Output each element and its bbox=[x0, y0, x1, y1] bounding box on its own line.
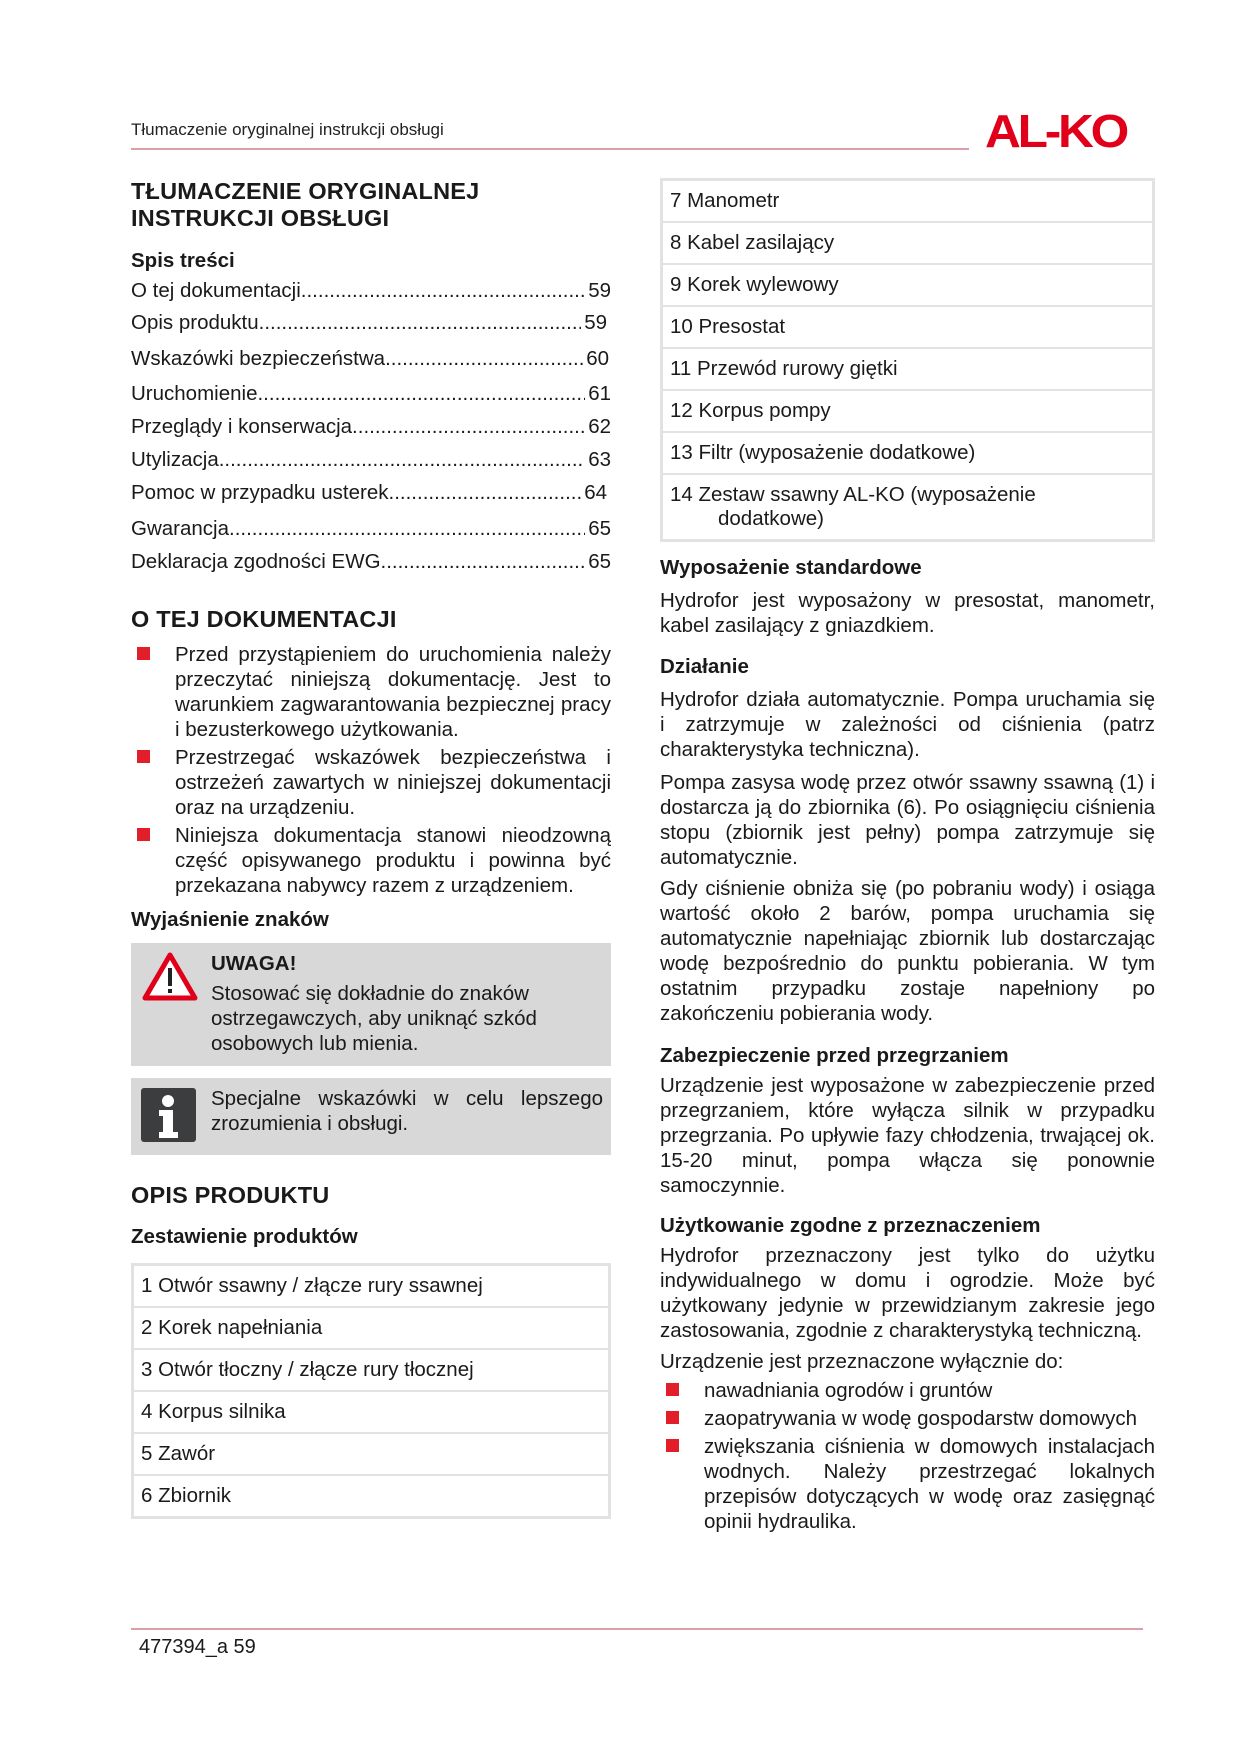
footer-doc-number-page: 477394_a 59 bbox=[139, 1636, 256, 1658]
table-row: 7 Manometr bbox=[662, 180, 1154, 223]
bullet-square-icon bbox=[137, 647, 150, 660]
table-row: 9 Korek wylewowy bbox=[662, 264, 1154, 306]
intended-use-paragraph-2: Urządzenie jest przeznaczone wyłącznie do: bbox=[660, 1350, 1064, 1373]
left-column bbox=[131, 178, 611, 1519]
table-row: 12 Korpus pompy bbox=[662, 390, 1154, 432]
section-heading-product: OPIS PRODUKTU bbox=[131, 1182, 330, 1208]
warning-text: Stosować się dokładnie do znaków ostrzegawczych, aby uniknąć szkód osobowych lub mienia. bbox=[211, 982, 537, 1055]
list-item: zwiększania ciśnienia w domowych instalacjach wodnych. Należy przestrzegać lokalnych przepisów dotyczących w wodę oraz zasięgnąć opinii hydraulika. bbox=[660, 1434, 1155, 1534]
main-title bbox=[131, 178, 611, 232]
operation-paragraph-3: Gdy ciśnienie obniża się (po pobraniu wody) i osiąga wartość około 2 barów, pompa uruchamia się automatycznie napełniając zbiornik lub dostarczając wodę bezpośrednio do punktu pobierania. W tym ostatnim przypadku zostaje napełniony po zakończeniu pobierania wody. bbox=[660, 877, 1155, 1025]
warning-triangle-icon bbox=[141, 951, 199, 1058]
info-text: Specjalne wskazówki w celu lepszego zrozumienia i obsługi. bbox=[211, 1087, 603, 1135]
standard-equipment-heading: Wyposażenie standardowe bbox=[660, 556, 922, 579]
toc-item[interactable]: Deklaracja zgodności EWG ..... 65 bbox=[131, 550, 611, 574]
table-row: 13 Filtr (wyposażenie dodatkowe) bbox=[662, 432, 1154, 474]
main-title-line1: TŁUMACZENIE ORYGINALNEJ bbox=[131, 178, 480, 204]
overheat-text: Urządzenie jest wyposażone w zabezpieczenie przed przegrzaniem, które wyłącza silnik w przypadku przegrzania. Po upływie fazy chłodzenia, trwającej ok. 15-20 minut, pompa włącza się ponownie samoczynnie. bbox=[660, 1074, 1155, 1197]
overview-heading: Zestawienie produktów bbox=[131, 1225, 358, 1248]
table-row: 14 Zestaw ssawny AL-KO (wyposażenie dodatkowe) bbox=[662, 474, 1154, 541]
table-row: 2 Korek napełniania bbox=[133, 1307, 610, 1349]
toc-item[interactable]: Wskazówki bezpieczeństwa ..... 60 bbox=[131, 347, 611, 371]
bullet-square-icon bbox=[137, 828, 150, 841]
intended-use-bullet-list bbox=[660, 1378, 1155, 1534]
header-divider bbox=[131, 148, 969, 150]
list-item: Przestrzegać wskazówek bezpieczeństwa i ostrzeżeń zawartych w niniejszej dokumentacji oraz na urządzeniu. bbox=[131, 745, 611, 820]
warning-title: UWAGA! bbox=[211, 952, 297, 975]
running-title: Tłumaczenie oryginalnej instrukcji obsługi bbox=[131, 120, 444, 139]
table-row: 5 Zawór bbox=[133, 1433, 610, 1475]
table-row: 10 Presostat bbox=[662, 306, 1154, 348]
right-column bbox=[660, 178, 1155, 1537]
operation-paragraph-1: Hydrofor działa automatycznie. Pompa uruchamia się i zatrzymuje w zależności od ciśnienia (patrz charakterystyka techniczna). bbox=[660, 688, 1155, 761]
bullet-square-icon bbox=[666, 1383, 679, 1396]
overheat-heading: Zabezpieczenie przed przegrzaniem bbox=[660, 1044, 1009, 1067]
standard-equipment-text: Hydrofor jest wyposażony w presostat, manometr, kabel zasilający z gniazdkiem. bbox=[660, 589, 1155, 637]
warning-notice bbox=[131, 943, 611, 1066]
table-row: 1 Otwór ssawny / złącze rury ssawnej bbox=[133, 1265, 610, 1308]
toc-item[interactable]: Przeglądy i konserwacja ..... 62 bbox=[131, 415, 611, 439]
table-row: 8 Kabel zasilający bbox=[662, 222, 1154, 264]
signs-heading: Wyjaśnienie znaków bbox=[131, 908, 329, 931]
toc-item[interactable]: Uruchomienie ..... 61 bbox=[131, 382, 611, 406]
about-bullet-list bbox=[131, 642, 611, 898]
toc-item[interactable]: Opis produktu ..... 59 bbox=[131, 311, 611, 335]
toc-item[interactable]: Gwarancja ..... 65 bbox=[131, 517, 611, 541]
alko-logo: AL-KO bbox=[985, 105, 1127, 157]
info-notice bbox=[131, 1078, 611, 1155]
toc-item[interactable]: O tej dokumentacji ..... 59 bbox=[131, 279, 611, 303]
bullet-square-icon bbox=[666, 1439, 679, 1452]
section-heading-about: O TEJ DOKUMENTACJI bbox=[131, 606, 397, 632]
footer-divider bbox=[131, 1628, 1143, 1630]
toc-item[interactable]: Utylizacja ..... 63 bbox=[131, 448, 611, 472]
list-item: Niniejsza dokumentacja stanowi nieodzowną część opisywanego produktu i powinna być przekazana nabywcy razem z urządzeniem. bbox=[131, 823, 611, 898]
bullet-square-icon bbox=[666, 1411, 679, 1424]
bullet-square-icon bbox=[137, 750, 150, 763]
toc-heading: Spis treści bbox=[131, 249, 235, 272]
intended-use-paragraph-1: Hydrofor przeznaczony jest tylko do użytku indywidualnego w domu i ogrodzie. Może być użytkowany jedynie w przewidzianym zakresie jego zastosowania, zgodnie z charakterystyką techniczną. bbox=[660, 1244, 1155, 1342]
intended-use-heading: Użytkowanie zgodne z przeznaczeniem bbox=[660, 1214, 1041, 1237]
parts-table-right bbox=[660, 178, 1155, 542]
table-row: 11 Przewód rurowy giętki bbox=[662, 348, 1154, 390]
table-row: 6 Zbiornik bbox=[133, 1475, 610, 1518]
operation-heading: Działanie bbox=[660, 655, 749, 678]
info-icon bbox=[141, 1086, 199, 1147]
list-item: nawadniania ogrodów i gruntów bbox=[660, 1378, 1155, 1403]
operation-paragraph-2: Pompa zasysa wodę przez otwór ssawny ssawną (1) i dostarcza ją do zbiornika (6). Po osiągnięciu ciśnienia stopu (zbiornik jest pełny) pompa zatrzymuje się automatycznie. bbox=[660, 771, 1155, 869]
table-of-contents bbox=[131, 279, 611, 574]
list-item: zaopatrywania w wodę gospodarstw domowych bbox=[660, 1406, 1155, 1431]
table-row: 4 Korpus silnika bbox=[133, 1391, 610, 1433]
table-row: 3 Otwór tłoczny / złącze rury tłocznej bbox=[133, 1349, 610, 1391]
toc-item[interactable]: Pomoc w przypadku usterek ..... 64 bbox=[131, 481, 611, 505]
main-title-line2: INSTRUKCJI OBSŁUGI bbox=[131, 205, 390, 231]
parts-table-left bbox=[131, 1263, 611, 1519]
list-item: Przed przystąpieniem do uruchomienia należy przeczytać niniejszą dokumentację. Jest to warunkiem zagwarantowania bezpiecznej pracy i bezusterkowego użytkowania. bbox=[131, 642, 611, 742]
